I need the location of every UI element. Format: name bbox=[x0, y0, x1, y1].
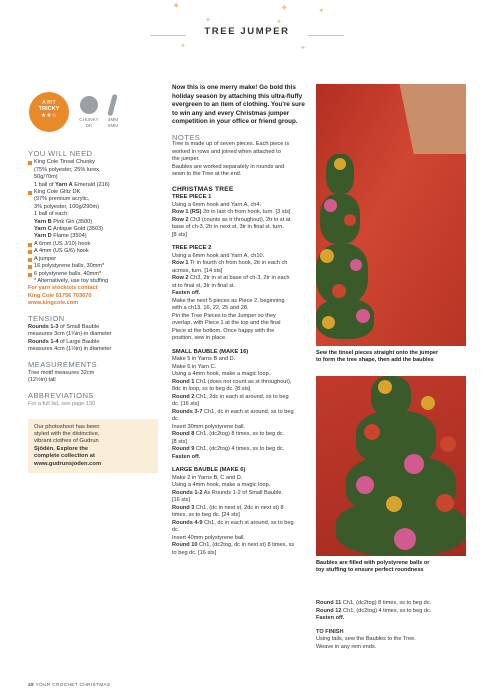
caption-2-line2: toy stuffing to ensure perfect roundness bbox=[316, 567, 424, 574]
star-decoration-icon: ✦ bbox=[205, 17, 211, 24]
pattern-line: Make 5 in Yarns B and D. bbox=[172, 356, 236, 362]
intro-text bbox=[172, 84, 306, 127]
material-item: King Cole Glitz DK bbox=[28, 189, 158, 196]
pattern-line: Round 2 Ch1, 2dc in each st around, ss to beg bbox=[172, 393, 289, 400]
tension-line: measures 3cm (1¼in)-in diameter bbox=[28, 331, 112, 338]
pattern-line: [8 sts] bbox=[172, 231, 187, 238]
pattern-line: 8dc in loop, ss to beg dc. [8 sts] bbox=[172, 386, 251, 392]
pattern-line: Using a 6mm hook and Yarn A, ch10. bbox=[172, 252, 265, 259]
pattern-line: [16 sts] bbox=[172, 497, 191, 503]
pattern-line: dc. [16 sts] bbox=[172, 401, 200, 407]
pattern-line: to beg dc. [16 sts] bbox=[172, 549, 217, 556]
measurements-text bbox=[28, 370, 158, 385]
pattern-line: Fasten off. bbox=[172, 453, 201, 460]
pattern-line: Round 11 Ch1, (dc2tog) 8 times, ss to beg dc. bbox=[316, 600, 432, 606]
star-decoration-icon: ✦ bbox=[172, 1, 181, 12]
measurements-heading: MEASUREMENTS bbox=[28, 359, 97, 369]
bauble-pink bbox=[356, 476, 374, 494]
tension-line: Rounds 1-3 of Small Bauble bbox=[28, 323, 100, 330]
tinsel-piece bbox=[371, 376, 411, 416]
material-item: 3% polyester, 100g/290m) bbox=[34, 203, 99, 210]
stockists-line1: For yarn stockists contact bbox=[28, 285, 98, 292]
caption-1-line2: to form the tree shape, then add the baubles bbox=[316, 357, 434, 364]
pattern-line: Fasten off. bbox=[316, 615, 345, 621]
yarn-weight-label bbox=[76, 117, 102, 128]
bauble-gold bbox=[421, 396, 435, 410]
right-column-text bbox=[316, 600, 476, 651]
star-decoration-icon: ✦ bbox=[276, 19, 282, 26]
intro-line: to win any and every Christmas jumper bbox=[172, 109, 290, 117]
pattern-line: Make 2 in Yarns B, C and D. bbox=[172, 474, 243, 481]
bauble-pink bbox=[394, 528, 416, 550]
pattern-line: Row 2 Ch3, 2tr in st at base of ch-3, 2tr in each bbox=[172, 275, 290, 281]
pattern-line: Round 9 Ch1, (dc2tog) 4 times, ss to beg dc. bbox=[172, 446, 285, 452]
hook-label-2: 6MM bbox=[107, 122, 119, 128]
bauble-pink bbox=[324, 199, 337, 212]
you-need-heading: YOU WILL NEED bbox=[28, 149, 93, 158]
finish-heading: TO FINISH bbox=[316, 628, 344, 635]
badge-line1: A BIT bbox=[42, 100, 56, 106]
pattern-line: Row 1 (RS) 2tr in last ch from hook, turn. [3 sts] bbox=[172, 209, 291, 215]
material-item: 50g/70m) bbox=[34, 174, 58, 181]
large-bauble-heading: LARGE BAUBLE (MAKE 6) bbox=[172, 467, 246, 473]
stockists-line2: King Cole 01756 703670 bbox=[28, 292, 92, 299]
pattern-line: Round 1 Ch1 (does not count as st throughout), bbox=[172, 378, 292, 385]
pattern-line: Round 10 Ch1, (dc2tog, dc in next st) 8 times, ss bbox=[172, 542, 295, 548]
star-decoration-icon: ✦ bbox=[300, 45, 306, 52]
material-item: (97% premium acrylic, bbox=[34, 196, 90, 203]
intro-line: competition in your office or friend group. bbox=[172, 118, 298, 125]
pattern-line: Make 6 in Yarn C. bbox=[172, 363, 217, 370]
material-item: Yarn B Pink Gin (3500) bbox=[34, 218, 93, 225]
pattern-line: Round 3 Ch1, (dc in next st, 2dc in next st) 8 bbox=[172, 504, 284, 511]
tension-heading: TENSION bbox=[28, 313, 65, 323]
material-item: * Alternatively, use toy stuffing bbox=[34, 277, 109, 284]
material-item: Yarn C Antique Gold (3503) bbox=[34, 226, 104, 233]
notes-line: sewn to the Tree at the end. bbox=[172, 171, 242, 177]
material-item: Yarn D Flame (3504) bbox=[34, 233, 87, 240]
pattern-line: Using a 4mm hook, make a magic loop. bbox=[172, 371, 271, 377]
photo-2-caption bbox=[316, 560, 476, 575]
material-item: A 4mm (US G/6) hook bbox=[28, 248, 158, 255]
pattern-line: Using a 4mm hook, make a magic loop. bbox=[172, 482, 271, 488]
pattern-line: Round 12 Ch1, (dc2tog) 4 times, ss to beg dc. bbox=[316, 607, 432, 614]
yarn-label-1: CHUNKY bbox=[79, 117, 99, 122]
bauble-pink bbox=[356, 309, 370, 323]
small-bauble-heading: SMALL BAUBLE (MAKE 16) bbox=[172, 348, 249, 355]
tree-piece-1-heading: TREE PIECE 1 bbox=[172, 194, 212, 200]
header-rule-right bbox=[308, 35, 344, 36]
pattern-line: [8 sts] bbox=[172, 438, 187, 445]
tree-piece-1-text bbox=[172, 202, 306, 240]
header-rule-left bbox=[150, 35, 186, 36]
tree-piece-2-text bbox=[172, 253, 306, 343]
pattern-line: Using a 6mm hook and Yarn A, ch4. bbox=[172, 201, 262, 208]
finish-text bbox=[316, 636, 476, 651]
material-item: 6 polystyrene balls, 40mm* bbox=[28, 271, 158, 278]
star-decoration-icon: ✦ bbox=[318, 6, 325, 15]
page-footer bbox=[28, 683, 111, 688]
material-item: King Cole Tinsel Chunky bbox=[28, 159, 158, 166]
abbreviations-text: For a full list, see page 130 bbox=[28, 401, 96, 408]
jumper-photo-2 bbox=[316, 376, 466, 556]
notes-line: Tree is made up of seven pieces. Each piece is bbox=[172, 141, 290, 147]
yarn-ball-icon bbox=[80, 96, 98, 114]
material-item: A jumper bbox=[28, 256, 158, 263]
left-column bbox=[28, 150, 158, 473]
christmas-tree-heading: CHRISTMAS TREE bbox=[172, 185, 234, 193]
bauble-gold bbox=[386, 496, 402, 512]
caption-2-line1: Baubles are filled with polystyrene balls or bbox=[316, 560, 430, 566]
pattern-line: Pin the Tree Pieces to the Jumper so they bbox=[172, 312, 276, 319]
page-title: TREE JUMPER bbox=[204, 26, 290, 37]
caption-1-line1: Sew the tinsel pieces straight onto the jumper bbox=[316, 350, 439, 356]
promo-line[interactable]: www.gudrunsjoden.com bbox=[34, 460, 102, 467]
measurement-line: Tree motif measures 32cm bbox=[28, 369, 95, 376]
notes-text bbox=[172, 141, 306, 179]
bauble-red bbox=[344, 214, 356, 226]
finish-line: Weave in any rem ends. bbox=[316, 643, 377, 650]
material-item: 1 ball of Yarn A Emerald (216) bbox=[34, 181, 110, 188]
material-item: 1 ball of each: bbox=[34, 211, 69, 218]
tree-piece-2-heading: TREE PIECE 2 bbox=[172, 245, 212, 251]
pattern-line: Piece at the bottom. Once happy with the bbox=[172, 327, 275, 334]
promo-line: Our photoshoot has been bbox=[34, 423, 100, 430]
promo-line: vibrant clothes of Gudrun bbox=[34, 438, 99, 445]
bauble-gold bbox=[334, 158, 346, 170]
pattern-line: across, turn. [14 sts] bbox=[172, 267, 223, 274]
large-bauble-continued bbox=[316, 600, 476, 623]
rating-stars-icon: ★★☆ bbox=[40, 113, 58, 119]
material-item: (75% polyester, 25% lurex, bbox=[34, 166, 101, 173]
bauble-red bbox=[436, 494, 454, 512]
pattern-line: Rounds 4-9 Ch1, dc in each st around, ss to beg bbox=[172, 519, 294, 526]
star-decoration-icon: ✦ bbox=[280, 3, 289, 14]
stockists-link[interactable]: www.kingcole.com bbox=[28, 300, 79, 307]
promo-line: styled with the distinctive, bbox=[34, 431, 100, 437]
pattern-line: position, sew in place. bbox=[172, 335, 227, 341]
materials-list bbox=[28, 159, 158, 285]
jumper-photo-1 bbox=[316, 84, 466, 346]
finish-line: Using tails, sew the Baubles to the Tree. bbox=[316, 636, 416, 642]
bauble-gold bbox=[378, 380, 392, 394]
pattern-line: Rounds 3-7 Ch1, dc in each st around, ss to beg bbox=[172, 408, 294, 415]
promo-line: complete collection at bbox=[34, 453, 95, 460]
bauble-red bbox=[364, 424, 380, 440]
bauble-gold bbox=[320, 249, 334, 263]
pattern-line: base of ch-3, 2tr in next st, 3tr in final st. turn. bbox=[172, 224, 284, 230]
yarn-label-2: DK bbox=[85, 122, 93, 128]
bauble-red bbox=[332, 284, 346, 298]
material-item: A 6mm (US J/10) hook bbox=[28, 241, 158, 248]
badge-line2: TRICKY bbox=[38, 106, 60, 112]
bauble-red bbox=[440, 436, 456, 452]
bauble-pink bbox=[404, 454, 424, 474]
pattern-line: Make the next 5 pieces as Piece 2, beginning bbox=[172, 297, 285, 304]
pattern-line: overlap, with Piece 1 at the top and the final bbox=[172, 320, 281, 326]
intro-line: evergreen to an item of clothing. You're sure bbox=[172, 101, 305, 108]
pattern-line: Round 8 Ch1, (dc2tog) 8 times, ss to beg dc. bbox=[172, 431, 285, 437]
page-number: 48 bbox=[28, 683, 34, 688]
star-decoration-icon: ✦ bbox=[180, 43, 186, 50]
photo-1-caption bbox=[316, 350, 476, 365]
crochet-hook-icon bbox=[107, 94, 118, 117]
hook-label-1: 4MM bbox=[107, 117, 119, 122]
pattern-line: with a ch13, 16, 22, 25 and 28. bbox=[172, 305, 249, 311]
bauble-gold bbox=[322, 316, 335, 329]
pattern-line: dc. bbox=[172, 416, 180, 422]
pattern-line: Row 2 Ch3 (counts as tr throughout), 2tr in st at bbox=[172, 216, 291, 223]
pattern-line: Insert 40mm polystyrene ball. bbox=[172, 534, 246, 541]
abbreviations-heading: ABBREVIATIONS bbox=[28, 390, 94, 400]
pattern-line: Rounds 1-2 As Rounds 1-2 of Small Bauble. bbox=[172, 489, 284, 496]
notes-line: Baubles are worked separately in rounds and bbox=[172, 163, 285, 170]
bauble-pink bbox=[350, 259, 362, 271]
promo-line: Sjödén. Explore the bbox=[34, 445, 89, 452]
promo-box bbox=[28, 419, 158, 473]
pattern-line: times, ss to beg dc. [24 sts] bbox=[172, 512, 240, 518]
small-bauble-text bbox=[172, 356, 306, 461]
tension-text bbox=[28, 324, 158, 354]
difficulty-badge bbox=[29, 92, 69, 132]
large-bauble-text bbox=[172, 475, 306, 558]
material-item: 16 polystyrene balls, 30mm* bbox=[28, 263, 158, 270]
tension-line: Rounds 1-4 of Large Bauble bbox=[28, 338, 100, 345]
notes-heading: NOTES bbox=[172, 132, 201, 142]
hook-size-label bbox=[100, 117, 126, 128]
notes-line: the jumper. bbox=[172, 156, 200, 162]
pattern-line: dc. bbox=[172, 527, 180, 533]
intro-line: Now this is one merry make! Go bold this bbox=[172, 84, 296, 91]
measurement-line: (12½in) tall bbox=[28, 377, 56, 384]
notes-line: worked in rows and joined when attached to bbox=[172, 148, 281, 155]
intro-line: holiday season by attaching this ultra-fluffy bbox=[172, 92, 303, 100]
pattern-line: Fasten off. bbox=[172, 290, 201, 296]
pattern-line: Insert 30mm polystyrene ball. bbox=[172, 423, 246, 430]
tension-line: measures 4cm (1½in) in diameter bbox=[28, 346, 112, 353]
pattern-line: st to final st, 3tr in final st. bbox=[172, 282, 236, 289]
magazine-title: YOUR CROCHET CHRISTMAS bbox=[35, 683, 111, 688]
pattern-line: Row 1 Tr in fourth ch from hook, 2tr in each ch bbox=[172, 260, 288, 266]
middle-column bbox=[172, 84, 306, 557]
